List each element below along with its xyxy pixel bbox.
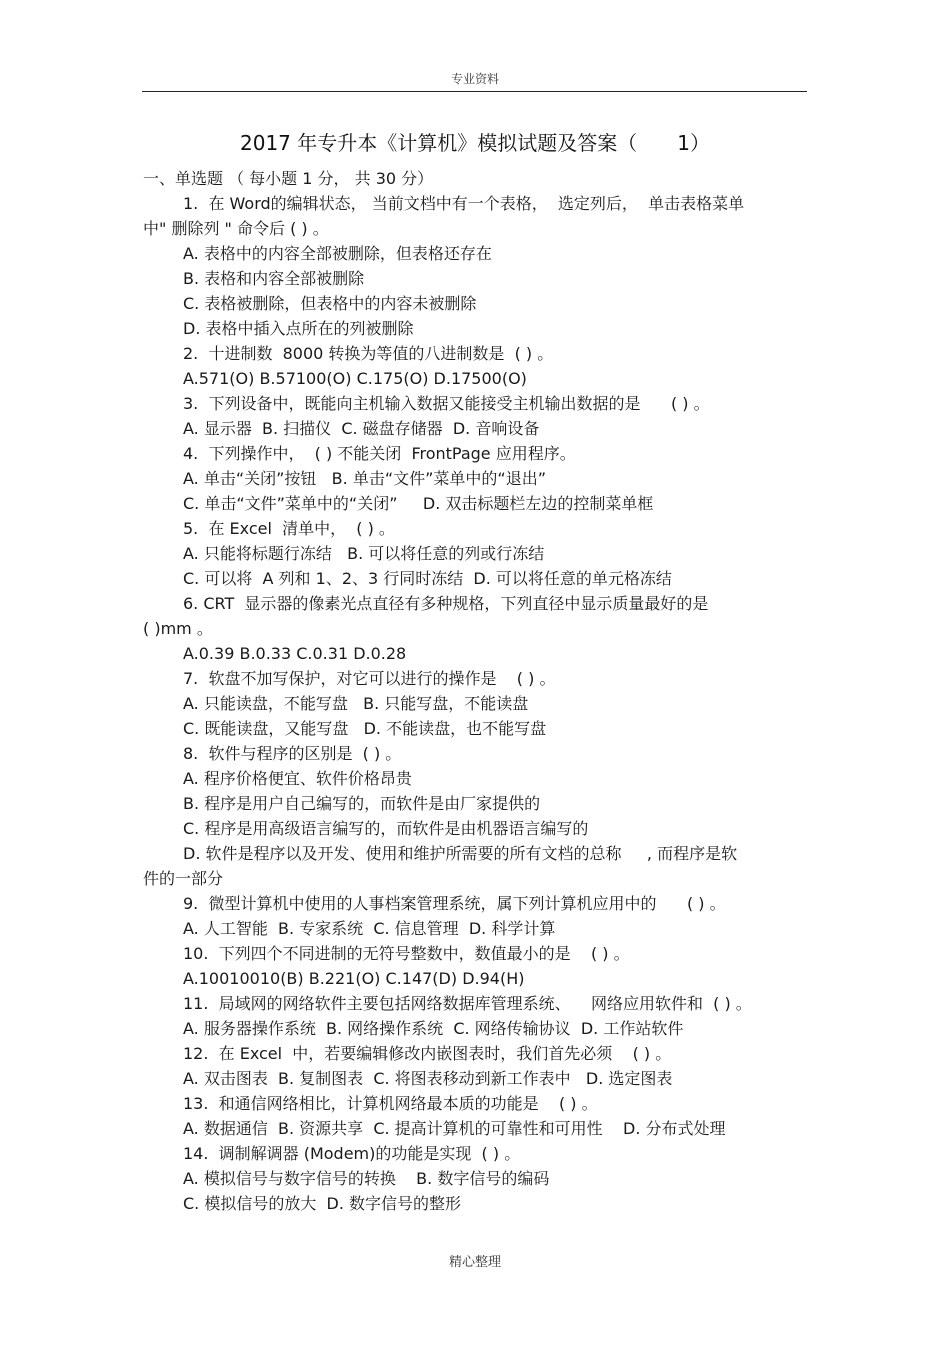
page-footer: 精心整理 bbox=[448, 1255, 501, 1270]
text-line: B. 程序是用户自己编写的，而软件是由厂家提供的 bbox=[183, 794, 541, 813]
text-line: 4. 下列操作中， ( ) 不能关闭 FrontPage 应用程序。 bbox=[183, 444, 576, 463]
text-line: A. 人工智能 B. 专家系统 C. 信息管理 D. 科学计算 bbox=[183, 919, 556, 938]
text-line: D. 软件是程序以及开发、使用和维护所需要的所有文档的总称 , 而程序是软 bbox=[183, 844, 738, 863]
text-line: B. 表格和内容全部被删除 bbox=[183, 269, 365, 288]
text-line: C. 表格被删除，但表格中的内容未被删除 bbox=[183, 294, 477, 313]
text-line: ( )mm 。 bbox=[143, 619, 213, 638]
text-line: 2. 十进制数 8000 转换为等值的八进制数是 ( ) 。 bbox=[183, 344, 554, 363]
text-line: C. 模拟信号的放大 D. 数字信号的整形 bbox=[183, 1194, 462, 1213]
text-line: 6. CRT 显示器的像素光点直径有多种规格，下列直径中显示质量最好的是 bbox=[183, 594, 709, 613]
header-rule bbox=[142, 91, 807, 92]
text-line: A. 单击“关闭”按钮 B. 单击“文件”菜单中的“退出” bbox=[183, 469, 546, 488]
text-line: 13. 和通信网络相比，计算机网络最本质的功能是 ( ) 。 bbox=[183, 1094, 598, 1113]
text-line: 一、单选题 （ 每小题 1 分， 共 30 分） bbox=[143, 169, 434, 188]
text-line: C. 程序是用高级语言编写的，而软件是由机器语言编写的 bbox=[183, 819, 589, 838]
text-line: 件的一部分 bbox=[143, 869, 224, 888]
page-header: 专业资料 bbox=[450, 72, 499, 86]
text-line: 9. 微型计算机中使用的人事档案管理系统，属下列计算机应用中的 ( ) 。 bbox=[183, 894, 726, 913]
text-line: 3. 下列设备中，既能向主机输入数据又能接受主机输出数据的是 ( ) 。 bbox=[183, 394, 710, 413]
text-line: A. 数据通信 B. 资源共享 C. 提高计算机的可靠性和可用性 D. 分布式处理 bbox=[183, 1119, 726, 1138]
text-line: A.571(O) B.57100(O) C.175(O) D.17500(O) bbox=[183, 369, 527, 388]
text-line: A. 只能读盘，不能写盘 B. 只能写盘，不能读盘 bbox=[183, 694, 529, 713]
text-line: 1. 在 Word的编辑状态， 当前文档中有一个表格， 选定列后， 单击表格菜单 bbox=[183, 194, 745, 213]
text-line: 14. 调制解调器 (Modem)的功能是实现 ( ) 。 bbox=[183, 1144, 521, 1163]
text-line: A. 服务器操作系统 B. 网络操作系统 C. 网络传输协议 D. 工作站软件 bbox=[183, 1019, 684, 1038]
text-line: A. 只能将标题行冻结 B. 可以将任意的列或行冻结 bbox=[183, 544, 545, 563]
document-title: 2017 年专升本《计算机》模拟试题及答案（ 1） bbox=[240, 131, 710, 155]
text-line: 7. 软盘不加写保护，对它可以进行的操作是 ( ) 。 bbox=[183, 669, 556, 688]
text-line: A. 双击图表 B. 复制图表 C. 将图表移动到新工作表中 D. 选定图表 bbox=[183, 1069, 673, 1088]
text-line: A.10010010(B) B.221(O) C.147(D) D.94(H) bbox=[183, 969, 525, 988]
text-line: A. 显示器 B. 扫描仪 C. 磁盘存储器 D. 音响设备 bbox=[183, 419, 540, 438]
text-line: A. 模拟信号与数字信号的转换 B. 数字信号的编码 bbox=[183, 1169, 550, 1188]
text-line: 8. 软件与程序的区别是 ( ) 。 bbox=[183, 744, 402, 763]
text-line: A.0.39 B.0.33 C.0.31 D.0.28 bbox=[183, 644, 407, 663]
text-line: 中" 删除列 " 命令后 ( ) 。 bbox=[143, 219, 329, 238]
text-line: 12. 在 Excel 中，若要编辑修改内嵌图表时，我们首先必须 ( ) 。 bbox=[183, 1044, 672, 1063]
text-line: C. 单击“文件”菜单中的“关闭” D. 双击标题栏左边的控制菜单框 bbox=[183, 494, 654, 513]
text-line: C. 既能读盘，又能写盘 D. 不能读盘，也不能写盘 bbox=[183, 719, 547, 738]
text-line: 5. 在 Excel 清单中， ( ) 。 bbox=[183, 519, 395, 538]
text-line: A. 程序价格便宜、软件价格昂贵 bbox=[183, 769, 412, 788]
text-line: A. 表格中的内容全部被删除，但表格还存在 bbox=[183, 244, 492, 263]
text-line: 10. 下列四个不同进制的无符号整数中，数值最小的是 ( ) 。 bbox=[183, 944, 630, 963]
text-line: 11. 局域网的网络软件主要包括网络数据库管理系统、 网络应用软件和 ( ) 。 bbox=[183, 994, 752, 1013]
text-line: D. 表格中插入点所在的列被删除 bbox=[183, 319, 414, 338]
text-line: C. 可以将 A 列和 1、2、3 行同时冻结 D. 可以将任意的单元格冻结 bbox=[183, 569, 672, 588]
